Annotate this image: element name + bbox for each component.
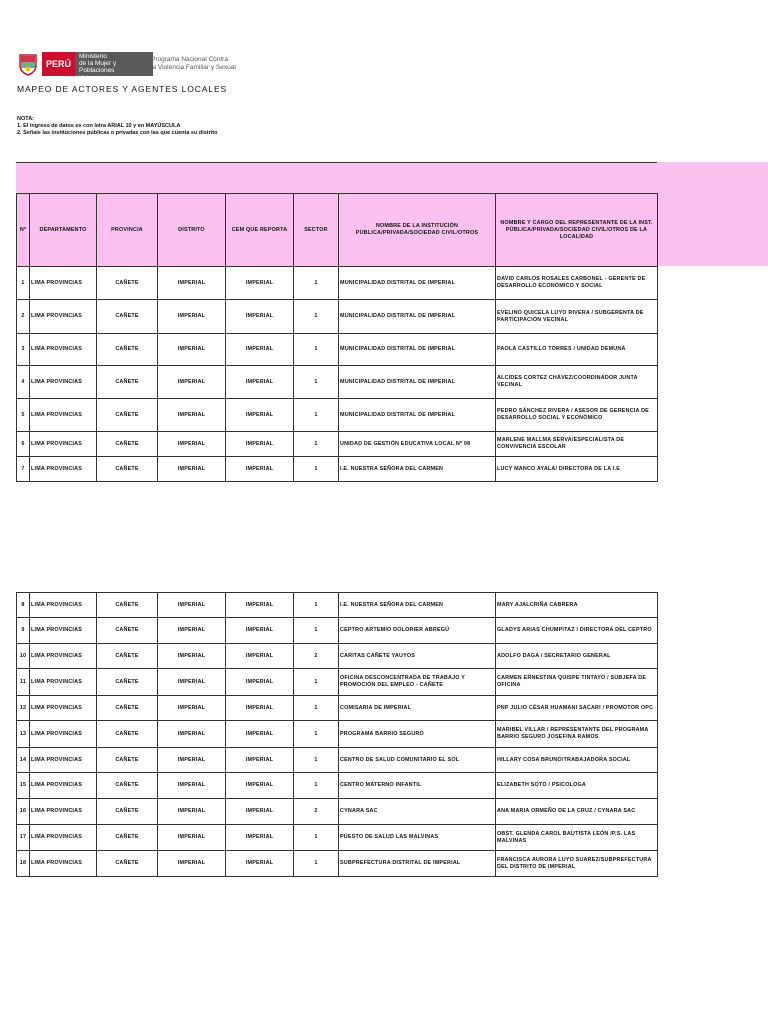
province-cell: CAÑETE [97,799,158,825]
row-number-cell: 11 [17,669,30,696]
row-number-cell: 12 [17,696,30,721]
column-header: PROVINCIA [97,194,158,267]
cem-cell: IMPERIAL [226,851,294,877]
table-row [17,851,658,877]
actors-table-part2 [16,592,658,877]
district-cell: IMPERIAL [158,644,226,669]
table-row [17,366,658,399]
row-number-cell: 18 [17,851,30,877]
cem-cell: IMPERIAL [226,721,294,748]
department-cell: LIMA PROVINCIAS [30,669,97,696]
cem-cell: IMPERIAL [226,696,294,721]
actors-table-part1 [16,193,658,482]
department-cell: LIMA PROVINCIAS [30,825,97,851]
row-number-cell: 17 [17,825,30,851]
district-cell: IMPERIAL [158,696,226,721]
institution-name-cell: OFICINA DESCONCENTRADA DE TRABAJO Y PROMOCIÓN DEL EMPLEO - CAÑETE [339,669,496,696]
column-header: DEPARTAMENTO [30,194,97,267]
ministry-name: Ministerio de la Mujer y Poblaciones Vulnerables [75,52,153,76]
peru-badge: PERÚ [42,52,75,76]
institution-name-cell: UNIDAD DE GESTIÓN EDUCATIVA LOCAL Nº 08 [339,432,496,457]
row-number-cell: 4 [17,366,30,399]
department-cell: LIMA PROVINCIAS [30,300,97,334]
department-cell: LIMA PROVINCIAS [30,799,97,825]
department-cell: LIMA PROVINCIAS [30,593,97,618]
representative-cell: GLADYS ARIAS CHUMPITAZ / DIRECTORA DEL CEPTRO [496,618,658,644]
header-band-right [657,162,768,266]
column-header: CEM QUE REPORTA [226,194,294,267]
institution-name-cell: PROGRAMA BARRIO SEGURO [339,721,496,748]
department-cell: LIMA PROVINCIAS [30,267,97,300]
province-cell: CAÑETE [97,399,158,432]
district-cell: IMPERIAL [158,457,226,482]
row-number-cell: 14 [17,748,30,773]
province-cell: CAÑETE [97,851,158,877]
department-cell: LIMA PROVINCIAS [30,773,97,799]
table-row [17,825,658,851]
row-number-cell: 6 [17,432,30,457]
table-row [17,799,658,825]
representative-cell: MARLENE MALLMA SERVA/ESPECIALISTA DE CONVIVENCIA ESCOLAR [496,432,658,457]
district-cell: IMPERIAL [158,618,226,644]
row-number-cell: 8 [17,593,30,618]
table-row [17,773,658,799]
representative-cell: CARMEN ERNESTINA QUISPE TINTAYO / SUBJEFA DE OFICINA [496,669,658,696]
representative-cell: LUCY MANCO AYALA/ DIRECTORA DE LA I.E [496,457,658,482]
row-number-cell: 5 [17,399,30,432]
district-cell: IMPERIAL [158,593,226,618]
note-label: NOTA: [17,116,35,122]
province-cell: CAÑETE [97,366,158,399]
department-cell: LIMA PROVINCIAS [30,644,97,669]
representative-cell: FRANCISCA AURORA LUYO SUAREZ/SUBPREFECTURA DEL DISTRITO DE IMPERIAL [496,851,658,877]
department-cell: LIMA PROVINCIAS [30,851,97,877]
header-logos [17,50,277,80]
province-cell: CAÑETE [97,669,158,696]
table-row [17,300,658,334]
representative-cell: OBST. GLENDA CAROL BAUTISTA LEÓN /P.S. LAS MALVINAS [496,825,658,851]
table-row [17,334,658,366]
department-cell: LIMA PROVINCIAS [30,366,97,399]
column-header: Nº [17,194,30,267]
row-number-cell: 1 [17,267,30,300]
sector-cell: 2 [294,644,339,669]
representative-cell: PNP JULIO CÉSAR HUAMANI SACARI / PROMOTOR OPC [496,696,658,721]
institution-name-cell: CARITAS CAÑETE YAUYOS [339,644,496,669]
cem-cell: IMPERIAL [226,432,294,457]
district-cell: IMPERIAL [158,825,226,851]
column-header: NOMBRE DE LA INSTITUCIÓN PÚBLICA/PRIVADA/SOCIEDAD CIVIL/OTROS [339,194,496,267]
table-row [17,399,658,432]
table-row [17,669,658,696]
province-cell: CAÑETE [97,457,158,482]
district-cell: IMPERIAL [158,748,226,773]
district-cell: IMPERIAL [158,334,226,366]
department-cell: LIMA PROVINCIAS [30,432,97,457]
row-number-cell: 13 [17,721,30,748]
note-block [17,116,218,137]
representative-cell: ANA MARIA ORMEÑO DE LA CRUZ / CYNARA SAC [496,799,658,825]
department-cell: LIMA PROVINCIAS [30,618,97,644]
sector-cell: 1 [294,457,339,482]
department-cell: LIMA PROVINCIAS [30,457,97,482]
table-row [17,432,658,457]
page-title: MAPEO DE ACTORES Y AGENTES LOCALES [17,84,228,94]
province-cell: CAÑETE [97,267,158,300]
sector-cell: 1 [294,721,339,748]
institution-name-cell: SUBPREFECTURA DISTRITAL DE IMPERIAL [339,851,496,877]
representative-cell: PEDRO SÁNCHEZ RIVERA / ASESOR DE GERENCIA DE DESARROLLO SOCIAL Y ECONÓMICO [496,399,658,432]
province-cell: CAÑETE [97,593,158,618]
institution-name-cell: MUNICIPALIDAD DISTRITAL DE IMPERIAL [339,399,496,432]
cem-cell: IMPERIAL [226,300,294,334]
cem-cell: IMPERIAL [226,366,294,399]
cem-cell: IMPERIAL [226,334,294,366]
cem-cell: IMPERIAL [226,399,294,432]
sector-cell: 1 [294,696,339,721]
province-cell: CAÑETE [97,748,158,773]
row-number-cell: 15 [17,773,30,799]
column-header: SECTOR [294,194,339,267]
province-cell: CAÑETE [97,432,158,457]
row-number-cell: 10 [17,644,30,669]
cem-cell: IMPERIAL [226,267,294,300]
column-header: NOMBRE Y CARGO DEL REPRESENTANTE DE LA INST. PÚBLICA/PRIVADA/SOCIEDAD CIVIL/OTROS DE LA LOCALIDAD [496,194,658,267]
sector-cell: 1 [294,825,339,851]
province-cell: CAÑETE [97,300,158,334]
representative-cell: HILLARY COSA BRUNO/TRABAJADORA SOCIAL [496,748,658,773]
district-cell: IMPERIAL [158,399,226,432]
province-cell: CAÑETE [97,696,158,721]
sector-cell: 1 [294,669,339,696]
cem-cell: IMPERIAL [226,748,294,773]
province-cell: CAÑETE [97,334,158,366]
representative-cell: EVELINO QUICELA LUYO RIVERA / SUBGERENTA DE PARTICIPACIÓN VECINAL [496,300,658,334]
cem-cell: IMPERIAL [226,799,294,825]
cem-cell: IMPERIAL [226,644,294,669]
program-name: Programa Nacional Contra la Violencia Familiar y Sexual [151,56,236,71]
table-row [17,748,658,773]
representative-cell: MARY AJALCRIÑA CABRERA [496,593,658,618]
note-line: 2. Señale las instituciones públicas o privadas con las que cuenta su distrito [17,130,218,136]
sector-cell: 1 [294,267,339,300]
representative-cell: ADOLFO DAGA / SECRETARIO GENERAL [496,644,658,669]
sector-cell: 1 [294,300,339,334]
representative-cell: PAOLA CASTILLO TORRES / UNIDAD DEMUNA [496,334,658,366]
table-row [17,644,658,669]
province-cell: CAÑETE [97,721,158,748]
cem-cell: IMPERIAL [226,825,294,851]
sector-cell: 1 [294,618,339,644]
sector-cell: 1 [294,748,339,773]
column-header: DISTRITO [158,194,226,267]
sector-cell: 2 [294,799,339,825]
row-number-cell: 3 [17,334,30,366]
district-cell: IMPERIAL [158,300,226,334]
institution-name-cell: COMISARIA DE IMPERIAL [339,696,496,721]
district-cell: IMPERIAL [158,366,226,399]
department-cell: LIMA PROVINCIAS [30,721,97,748]
table-row [17,721,658,748]
institution-name-cell: CYNARA SAC [339,799,496,825]
ministry-logo [17,52,153,82]
row-number-cell: 9 [17,618,30,644]
table-row [17,593,658,618]
institution-name-cell: I.E. NUESTRA SEÑORA DEL CARMEN [339,593,496,618]
district-cell: IMPERIAL [158,851,226,877]
institution-name-cell: CENTRO MATERNO INFANTIL [339,773,496,799]
table-row [17,618,658,644]
row-number-cell: 16 [17,799,30,825]
cem-cell: IMPERIAL [226,773,294,799]
cem-cell: IMPERIAL [226,457,294,482]
district-cell: IMPERIAL [158,773,226,799]
department-cell: LIMA PROVINCIAS [30,399,97,432]
sector-cell: 1 [294,851,339,877]
province-cell: CAÑETE [97,644,158,669]
sector-cell: 1 [294,593,339,618]
district-cell: IMPERIAL [158,267,226,300]
table-body-part2 [17,593,658,877]
institution-name-cell: MUNICIPALIDAD DISTRITAL DE IMPERIAL [339,267,496,300]
department-cell: LIMA PROVINCIAS [30,748,97,773]
province-cell: CAÑETE [97,825,158,851]
sector-cell: 1 [294,366,339,399]
institution-name-cell: PUESTO DE SALUD LAS MALVINAS [339,825,496,851]
table-body-part1 [17,267,658,482]
representative-cell: ELIZABETH SOTO / PSICOLOGA [496,773,658,799]
row-number-cell: 2 [17,300,30,334]
representative-cell: ALCIDES CORTEZ CHÁVEZ/COORDINADOR JUNTA VECINAL [496,366,658,399]
district-cell: IMPERIAL [158,721,226,748]
department-cell: LIMA PROVINCIAS [30,334,97,366]
district-cell: IMPERIAL [158,799,226,825]
cem-cell: IMPERIAL [226,593,294,618]
cem-cell: IMPERIAL [226,618,294,644]
representative-cell: MARIBEL VILLAR / REPRESENTANTE DEL PROGRAMA BARRIO SEGURO JOSEFINA RAMOS [496,721,658,748]
sector-cell: 1 [294,334,339,366]
institution-name-cell: CENTRO DE SALUD COMUNITARIO EL SOL [339,748,496,773]
institution-name-cell: I.E. NUESTRA SEÑORA DEL CARMEN [339,457,496,482]
table-row [17,457,658,482]
institution-name-cell: CEPTRO ARTEMIO DOLORIER ABREGÚ [339,618,496,644]
representative-cell: DAVID CARLOS ROSALES CARBONEL - GERENTE DE DESARROLLO ECONÓMICO Y SOCIAL [496,267,658,300]
table-row [17,696,658,721]
institution-name-cell: MUNICIPALIDAD DISTRITAL DE IMPERIAL [339,300,496,334]
sector-cell: 1 [294,399,339,432]
table-row [17,267,658,300]
table-header-row [17,194,658,267]
cem-cell: IMPERIAL [226,669,294,696]
institution-name-cell: MUNICIPALIDAD DISTRITAL DE IMPERIAL [339,334,496,366]
note-line: 1. El ingreso de datos es con letra ARIAL 10 y en MAYÚSCULA [17,123,181,129]
district-cell: IMPERIAL [158,669,226,696]
province-cell: CAÑETE [97,618,158,644]
row-number-cell: 7 [17,457,30,482]
district-cell: IMPERIAL [158,432,226,457]
province-cell: CAÑETE [97,773,158,799]
peru-coat-of-arms-icon [17,52,39,76]
department-cell: LIMA PROVINCIAS [30,696,97,721]
sector-cell: 1 [294,773,339,799]
institution-name-cell: MUNICIPALIDAD DISTRITAL DE IMPERIAL [339,366,496,399]
sector-cell: 1 [294,432,339,457]
